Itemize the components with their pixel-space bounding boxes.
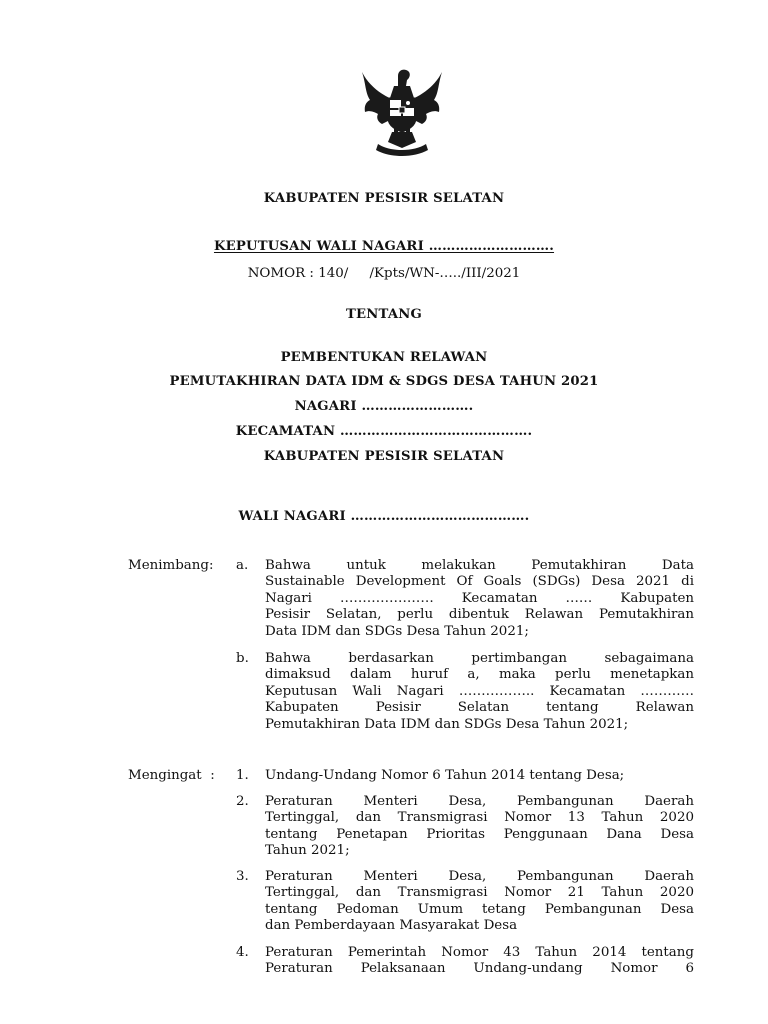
subject-line: KABUPATEN PESISIR SELATAN — [263, 449, 505, 464]
decree-title-text: KEPUTUSAN WALI NAGARI ………………………. — [213, 239, 555, 254]
mengingat-item-1 — [265, 768, 694, 784]
menimbang-item-b — [265, 651, 694, 733]
subject-line: PEMUTAKHIRAN DATA IDM & SDGS DESA TAHUN 2021 — [169, 374, 599, 389]
text-line: Peraturan Menteri Desa, Pembangunan Daerah — [265, 794, 694, 809]
subject-line: NAGARI ……………………. — [294, 399, 474, 414]
subject-line: PEMBENTUKAN RELAWAN — [280, 350, 488, 365]
text-line: Peraturan Pemerintah Nomor 43 Tahun 2014 tentang — [265, 945, 694, 960]
text-line: tentang Pedoman Umum tetang Pembangunan Desa — [265, 901, 694, 917]
about-heading: TENTANG — [346, 307, 422, 322]
item-marker: b. — [236, 651, 249, 666]
text-line: Sustainable Development Of Goals (SDGs) Desa 2021 di — [265, 574, 694, 590]
decree-number: NOMOR : 140/ /Kpts/WN-…../III/2021 — [247, 266, 521, 281]
mengingat-item-4 — [265, 945, 694, 978]
text-line: Tahun 2021; — [265, 843, 350, 859]
mengingat-label: Mengingat : — [128, 768, 215, 783]
item-marker: 1. — [236, 768, 249, 783]
item-marker: a. — [236, 558, 249, 573]
menimbang-label: Menimbang: — [128, 558, 214, 573]
item-marker: 3. — [236, 869, 249, 884]
item-marker: 4. — [236, 945, 249, 960]
text-line: Pesisir Selatan, perlu dibentuk Relawan Pemutakhiran — [265, 607, 694, 623]
mengingat-item-3 — [265, 869, 694, 935]
text-line: Bahwa berdasarkan pertimbangan sebagaimana — [265, 651, 694, 666]
decree-title — [0, 239, 768, 254]
subject-line: KECAMATAN ……………………………………. — [235, 424, 533, 439]
item-marker: 2. — [236, 794, 249, 809]
text-line: Keputusan Wali Nagari …………….. Kecamatan ………… — [265, 683, 694, 699]
text-line: dan Pemberdayaan Masyarakat Desa — [265, 918, 518, 934]
mengingat-item-2 — [265, 794, 694, 860]
text-line: Pemutakhiran Data IDM dan SDGs Desa Tahun 2021; — [265, 716, 629, 732]
menimbang-item-a — [265, 558, 694, 640]
text-line: Tertinggal, dan Transmigrasi Nomor 21 Tahun 2020 — [265, 885, 694, 901]
text-line: Kabupaten Pesisir Selatan tentang Relawan — [265, 700, 694, 716]
text-line: Tertinggal, dan Transmigrasi Nomor 13 Tahun 2020 — [265, 810, 694, 826]
text-line: Peraturan Menteri Desa, Pembangunan Daerah — [265, 869, 694, 884]
text-line: tentang Penetapan Prioritas Penggunaan Dana Desa — [265, 826, 694, 842]
issuer-title: WALI NAGARI …………………………………. — [238, 509, 530, 524]
region-title: KABUPATEN PESISIR SELATAN — [263, 191, 505, 206]
text-line: Nagari ………………… Kecamatan …… Kabupaten — [265, 590, 694, 606]
text-line: Peraturan Pelaksanaan Undang-undang Nomor 6 — [265, 961, 694, 977]
text-line: dimaksud dalam huruf a, maka perlu menetapkan — [265, 667, 694, 683]
garuda-emblem-icon — [356, 62, 448, 158]
text-line: Bahwa untuk melakukan Pemutakhiran Data — [265, 558, 694, 573]
text-line: Data IDM dan SDGs Desa Tahun 2021; — [265, 623, 529, 639]
text-line: Undang-Undang Nomor 6 Tahun 2014 tentang Desa; — [265, 768, 625, 783]
